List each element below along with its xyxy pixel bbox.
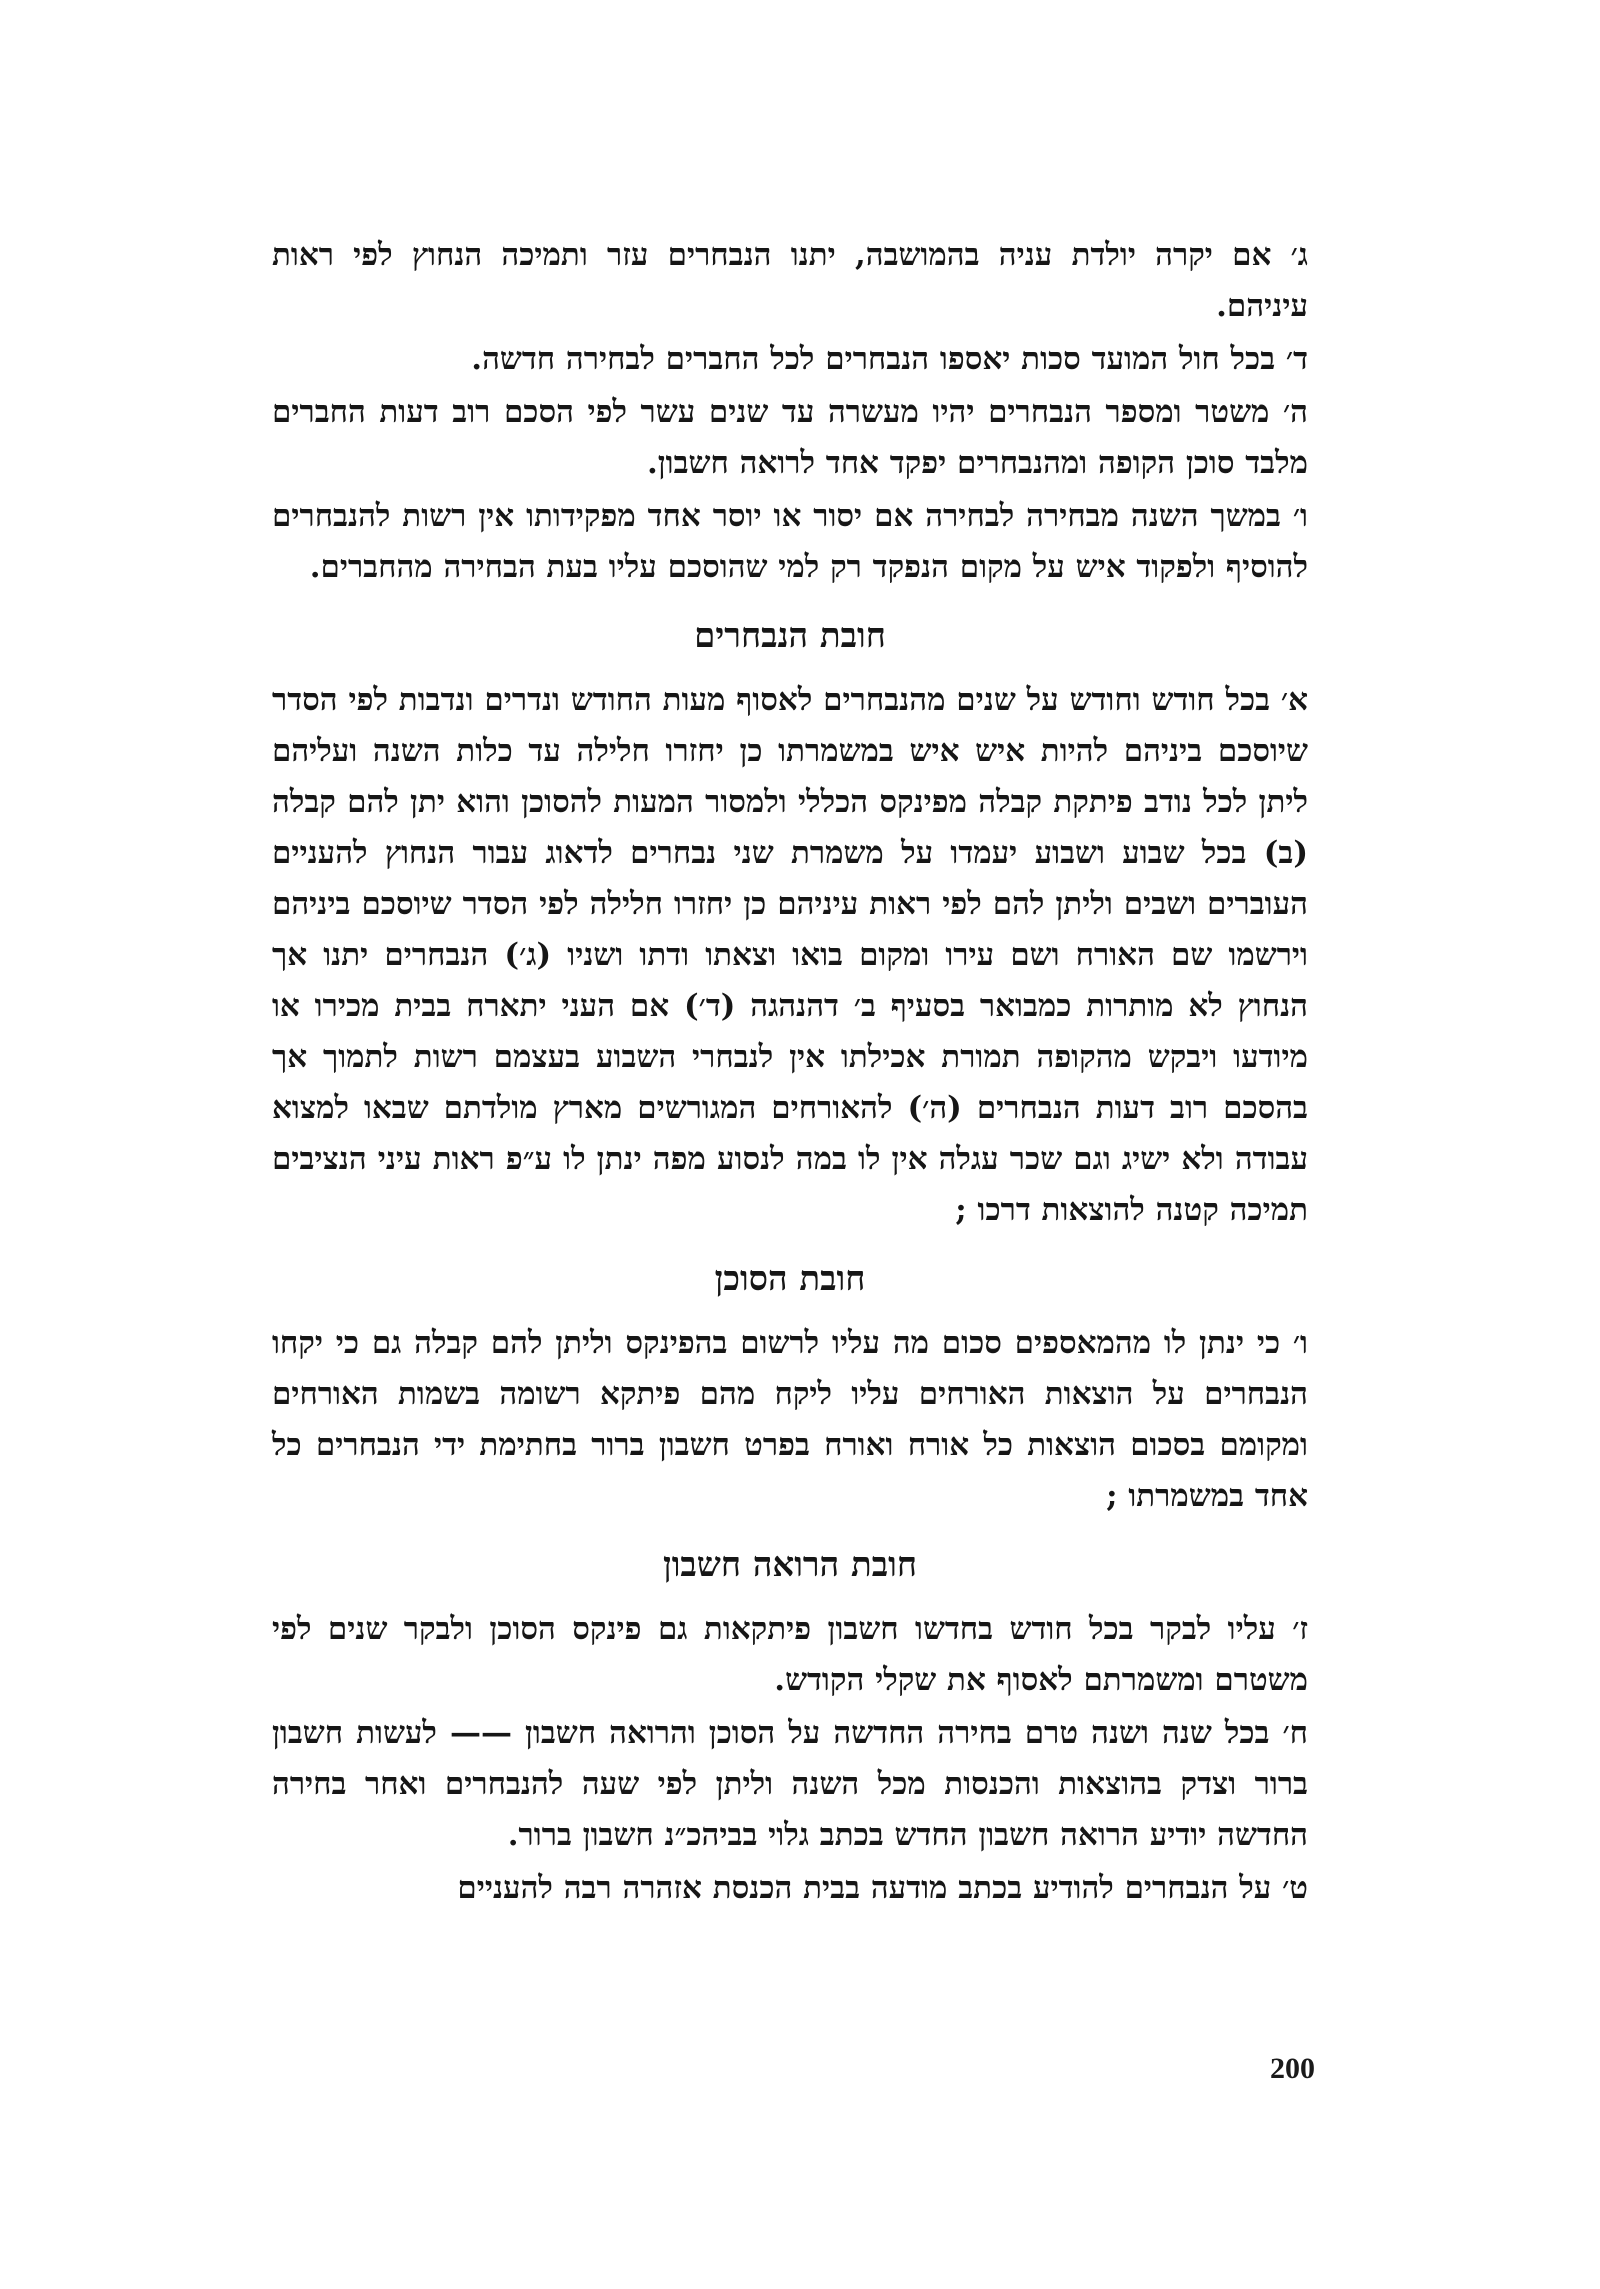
section-heading-roeh-cheshbon: חובת הרואה חשבון	[663, 1545, 917, 1585]
paragraph-he: ה׳ משטר ומספר הנבחרים יהיו מעשרה עד שנים עשר לפי הסכם רוב דעות החברים מלבד סוכן הקופה ומהנבחרים יפקד אחד לרואה חשבון.	[272, 394, 1308, 481]
paragraph-chet: ח׳ בכל שנה ושנה טרם בחירה החדשה על הסוכן והרואה חשבון —— לעשות חשבון ברור וצדק בהוצאות והכנסות מכל השנה וליתן לפי שעה להנבחרים ואחר בחירה החדשה יודיע הרואה חשבון החדש בכתב גלוי בביהכ״נ חשבון ברור.	[272, 1715, 1308, 1853]
page-number: 200	[1270, 2052, 1315, 2085]
paragraph-vav: ו׳ במשך השנה מבחירה לבחירה אם יסור או יוסר אחד מפקידותו אין רשות להנבחרים להוסיף ולפקוד איש על מקום הנפקד רק למי שהוסכם עליו בעת הבחירה מהחברים.	[272, 498, 1308, 585]
section-heading-nivcharim: חובת הנבחרים	[694, 616, 886, 656]
section-heading-sochen: חובת הסוכן	[714, 1259, 866, 1299]
paragraph-zayin: ז׳ עליו לבקר בכל חודש בחדשו חשבון פיתקאות גם פינקס הסוכן ולבקר שנים לפי משטרם ומשמרתם לאסוף את שקלי הקודש.	[272, 1611, 1308, 1698]
document-page	[272, 230, 1308, 1916]
paragraph-dalet: ד׳ בכל חול המועד סכות יאספו הנבחרים לכל החברים לבחירה חדשה.	[471, 341, 1308, 377]
paragraph-tet: ט׳ על הנבחרים להודיע בכתב מודעה בבית הכנסת אזהרה רבה להעניים	[457, 1870, 1308, 1906]
paragraph-nivcharim-duties: א׳ בכל חודש וחודש על שנים מהנבחרים לאסוף מעות החודש ונדרים ונדבות לפי הסדר שיוסכם ביניהם להיות איש איש במשמרתו כן יחזרו חלילה עד כלות השנה ועליהם ליתן לכל נודב פיתקת קבלה מפינקס הכללי ולמסור המעות להסוכן והוא יתן להם קבלה (ב) בכל שבוע ושבוע יעמדו על משמרת שני נבחרים לדאוג עבור הנחוץ להעניים העוברים ושבים וליתן להם לפי ראות עיניהם כן יחזרו חלילה לפי הסדר שיוסכם ביניהם וירשמו שם האורח ושם עירו ומקום בואו וצאתו ודתו ושניו (ג׳) הנבחרים יתנו אך הנחוץ לא מותרות כמבואר בסעיף ב׳ דהנהגה (ד׳) אם העני יתארח בבית מכירו או מיודעו ויבקש מהקופה תמורת אכילתו אין לנבחרי השבוע בעצמם רשות לתמוך אך בהסכם רוב דעות הנבחרים (ה׳) להאורחים המגורשים מארץ מולדתם שבאו למצוא עבודה ולא ישיג וגם שכר עגלה אין לו במה לנסוע מפה ינתן לו ע״פ ראות עיני הנציבים תמיכה קטנה להוצאות דרכו ;	[272, 682, 1308, 1228]
paragraph-sochen-duties: ו׳ כי ינתן לו מהמאספים סכום מה עליו לרשום בהפינקס וליתן להם קבלה גם כי יקחו הנבחרים על הוצאות האורחים עליו ליקח מהם פיתקא רשומה בשמות האורחים ומקומם בסכום הוצאות כל אורח ואורח בפרט חשבון ברור בחתימת ידי הנבחרים כל אחד במשמרתו ;	[272, 1325, 1308, 1514]
paragraph-gimel: ג׳ אם יקרה יולדת עניה בהמושבה, יתנו הנבחרים עזר ותמיכה הנחוץ לפי ראות עיניהם.	[272, 237, 1308, 324]
